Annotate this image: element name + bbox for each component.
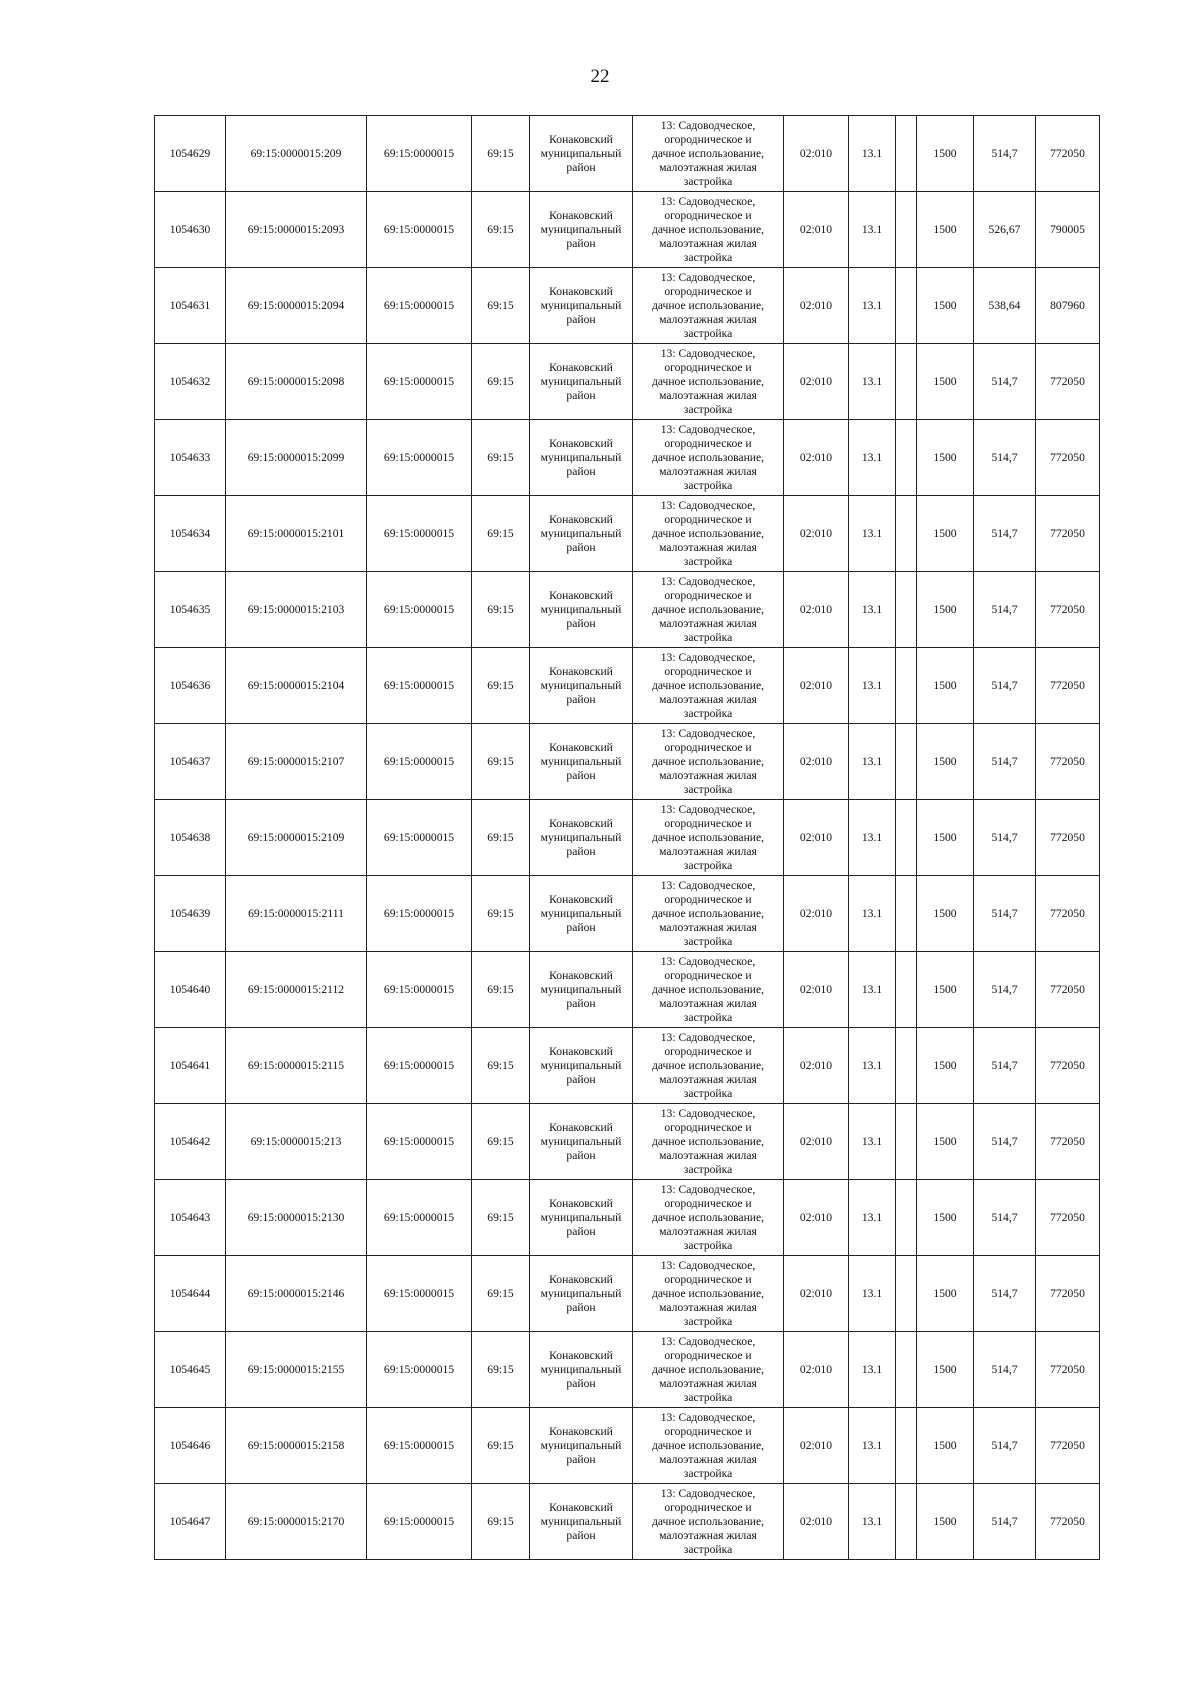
table-row — [155, 268, 1100, 344]
subgroup-cell: 13.1 — [849, 192, 896, 268]
cadastral-block-cell: 69:15:0000015 — [367, 952, 472, 1028]
object-id-cell: 1054645 — [155, 1332, 226, 1408]
district-cell: Конаковский муниципальный район — [530, 1028, 633, 1104]
cadastral-block-cell: 69:15:0000015 — [367, 1332, 472, 1408]
area-cell: 1500 — [917, 648, 974, 724]
category-code-cell: 02:010 — [784, 952, 849, 1028]
district-code-cell: 69:15 — [472, 572, 530, 648]
subgroup-cell: 13.1 — [849, 800, 896, 876]
district-code-cell: 69:15 — [472, 1484, 530, 1560]
district-code-cell: 69:15 — [472, 420, 530, 496]
cadastral-value-cell: 772050 — [1036, 876, 1100, 952]
district-code-cell: 69:15 — [472, 648, 530, 724]
category-code-cell: 02:010 — [784, 1180, 849, 1256]
district-cell: Конаковский муниципальный район — [530, 192, 633, 268]
category-code-cell: 02:010 — [784, 800, 849, 876]
category-code-cell: 02:010 — [784, 876, 849, 952]
table-row — [155, 1332, 1100, 1408]
table-row — [155, 344, 1100, 420]
district-cell: Конаковский муниципальный район — [530, 800, 633, 876]
cadastral-value-cell: 772050 — [1036, 344, 1100, 420]
empty-cell — [896, 344, 917, 420]
object-id-cell: 1054638 — [155, 800, 226, 876]
cadastral-block-cell: 69:15:0000015 — [367, 1408, 472, 1484]
subgroup-cell: 13.1 — [849, 1332, 896, 1408]
category-code-cell: 02:010 — [784, 344, 849, 420]
specific-value-cell: 538,64 — [974, 268, 1036, 344]
land-use-cell: 13: Садоводческое, огородническое и дачное использование, малоэтажная жилая застройка — [633, 1028, 784, 1104]
subgroup-cell: 13.1 — [849, 268, 896, 344]
district-code-cell: 69:15 — [472, 1332, 530, 1408]
table-row — [155, 1028, 1100, 1104]
subgroup-cell: 13.1 — [849, 496, 896, 572]
object-id-cell: 1054643 — [155, 1180, 226, 1256]
table-row — [155, 1180, 1100, 1256]
cadastral-block-cell: 69:15:0000015 — [367, 1180, 472, 1256]
district-cell: Конаковский муниципальный район — [530, 724, 633, 800]
subgroup-cell: 13.1 — [849, 1028, 896, 1104]
empty-cell — [896, 876, 917, 952]
empty-cell — [896, 268, 917, 344]
land-use-cell: 13: Садоводческое, огородническое и дачное использование, малоэтажная жилая застройка — [633, 496, 784, 572]
district-cell: Конаковский муниципальный район — [530, 572, 633, 648]
cadastral-value-cell: 772050 — [1036, 1028, 1100, 1104]
cadastral-block-cell: 69:15:0000015 — [367, 1484, 472, 1560]
empty-cell — [896, 648, 917, 724]
specific-value-cell: 526,67 — [974, 192, 1036, 268]
category-code-cell: 02:010 — [784, 1104, 849, 1180]
category-code-cell: 02:010 — [784, 648, 849, 724]
subgroup-cell: 13.1 — [849, 952, 896, 1028]
specific-value-cell: 514,7 — [974, 952, 1036, 1028]
land-use-cell: 13: Садоводческое, огородническое и дачное использование, малоэтажная жилая застройка — [633, 952, 784, 1028]
subgroup-cell: 13.1 — [849, 420, 896, 496]
land-registry-table — [154, 115, 1100, 1560]
district-cell: Конаковский муниципальный район — [530, 1256, 633, 1332]
page-number: 22 — [590, 66, 610, 87]
area-cell: 1500 — [917, 496, 974, 572]
land-use-cell: 13: Садоводческое, огородническое и дачное использование, малоэтажная жилая застройка — [633, 876, 784, 952]
specific-value-cell: 514,7 — [974, 1408, 1036, 1484]
cadastral-number-cell: 69:15:0000015:2112 — [226, 952, 367, 1028]
area-cell: 1500 — [917, 876, 974, 952]
object-id-cell: 1054635 — [155, 572, 226, 648]
cadastral-block-cell: 69:15:0000015 — [367, 572, 472, 648]
table-row — [155, 496, 1100, 572]
specific-value-cell: 514,7 — [974, 1180, 1036, 1256]
subgroup-cell: 13.1 — [849, 572, 896, 648]
specific-value-cell: 514,7 — [974, 344, 1036, 420]
empty-cell — [896, 724, 917, 800]
object-id-cell: 1054633 — [155, 420, 226, 496]
district-cell: Конаковский муниципальный район — [530, 268, 633, 344]
cadastral-number-cell: 69:15:0000015:2158 — [226, 1408, 367, 1484]
area-cell: 1500 — [917, 952, 974, 1028]
subgroup-cell: 13.1 — [849, 1256, 896, 1332]
cadastral-number-cell: 69:15:0000015:2099 — [226, 420, 367, 496]
specific-value-cell: 514,7 — [974, 572, 1036, 648]
land-use-cell: 13: Садоводческое, огородническое и дачное использование, малоэтажная жилая застройка — [633, 1484, 784, 1560]
land-use-cell: 13: Садоводческое, огородническое и дачное использование, малоэтажная жилая застройка — [633, 1104, 784, 1180]
cadastral-block-cell: 69:15:0000015 — [367, 116, 472, 192]
cadastral-block-cell: 69:15:0000015 — [367, 1028, 472, 1104]
cadastral-value-cell: 772050 — [1036, 1104, 1100, 1180]
subgroup-cell: 13.1 — [849, 876, 896, 952]
cadastral-number-cell: 69:15:0000015:213 — [226, 1104, 367, 1180]
object-id-cell: 1054644 — [155, 1256, 226, 1332]
land-use-cell: 13: Садоводческое, огородническое и дачное использование, малоэтажная жилая застройка — [633, 724, 784, 800]
cadastral-number-cell: 69:15:0000015:2094 — [226, 268, 367, 344]
cadastral-number-cell: 69:15:0000015:209 — [226, 116, 367, 192]
cadastral-value-cell: 772050 — [1036, 724, 1100, 800]
table-row — [155, 1104, 1100, 1180]
cadastral-value-cell: 807960 — [1036, 268, 1100, 344]
area-cell: 1500 — [917, 344, 974, 420]
district-code-cell: 69:15 — [472, 876, 530, 952]
district-code-cell: 69:15 — [472, 1028, 530, 1104]
empty-cell — [896, 572, 917, 648]
category-code-cell: 02:010 — [784, 116, 849, 192]
cadastral-block-cell: 69:15:0000015 — [367, 344, 472, 420]
district-code-cell: 69:15 — [472, 724, 530, 800]
land-use-cell: 13: Садоводческое, огородническое и дачное использование, малоэтажная жилая застройка — [633, 268, 784, 344]
category-code-cell: 02:010 — [784, 1332, 849, 1408]
table-row — [155, 724, 1100, 800]
cadastral-value-cell: 772050 — [1036, 1256, 1100, 1332]
cadastral-block-cell: 69:15:0000015 — [367, 268, 472, 344]
table-row — [155, 420, 1100, 496]
subgroup-cell: 13.1 — [849, 648, 896, 724]
area-cell: 1500 — [917, 1332, 974, 1408]
subgroup-cell: 13.1 — [849, 1484, 896, 1560]
cadastral-block-cell: 69:15:0000015 — [367, 192, 472, 268]
specific-value-cell: 514,7 — [974, 648, 1036, 724]
object-id-cell: 1054641 — [155, 1028, 226, 1104]
category-code-cell: 02:010 — [784, 268, 849, 344]
table-body — [155, 116, 1100, 1560]
cadastral-value-cell: 772050 — [1036, 1484, 1100, 1560]
land-use-cell: 13: Садоводческое, огородническое и дачное использование, малоэтажная жилая застройка — [633, 1408, 784, 1484]
area-cell: 1500 — [917, 268, 974, 344]
cadastral-number-cell: 69:15:0000015:2146 — [226, 1256, 367, 1332]
land-use-cell: 13: Садоводческое, огородническое и дачное использование, малоэтажная жилая застройка — [633, 800, 784, 876]
cadastral-value-cell: 790005 — [1036, 192, 1100, 268]
district-cell: Конаковский муниципальный район — [530, 420, 633, 496]
object-id-cell: 1054636 — [155, 648, 226, 724]
cadastral-number-cell: 69:15:0000015:2103 — [226, 572, 367, 648]
area-cell: 1500 — [917, 800, 974, 876]
district-code-cell: 69:15 — [472, 1256, 530, 1332]
district-cell: Конаковский муниципальный район — [530, 344, 633, 420]
cadastral-value-cell: 772050 — [1036, 1180, 1100, 1256]
area-cell: 1500 — [917, 572, 974, 648]
specific-value-cell: 514,7 — [974, 1256, 1036, 1332]
category-code-cell: 02:010 — [784, 1408, 849, 1484]
category-code-cell: 02:010 — [784, 192, 849, 268]
object-id-cell: 1054632 — [155, 344, 226, 420]
land-use-cell: 13: Садоводческое, огородническое и дачное использование, малоэтажная жилая застройка — [633, 192, 784, 268]
subgroup-cell: 13.1 — [849, 116, 896, 192]
category-code-cell: 02:010 — [784, 724, 849, 800]
cadastral-block-cell: 69:15:0000015 — [367, 800, 472, 876]
specific-value-cell: 514,7 — [974, 800, 1036, 876]
district-cell: Конаковский муниципальный район — [530, 1332, 633, 1408]
object-id-cell: 1054637 — [155, 724, 226, 800]
district-code-cell: 69:15 — [472, 344, 530, 420]
table-row — [155, 192, 1100, 268]
district-cell: Конаковский муниципальный район — [530, 648, 633, 724]
specific-value-cell: 514,7 — [974, 724, 1036, 800]
area-cell: 1500 — [917, 1028, 974, 1104]
district-cell: Конаковский муниципальный район — [530, 1180, 633, 1256]
cadastral-value-cell: 772050 — [1036, 1332, 1100, 1408]
empty-cell — [896, 1484, 917, 1560]
district-code-cell: 69:15 — [472, 800, 530, 876]
area-cell: 1500 — [917, 1104, 974, 1180]
district-code-cell: 69:15 — [472, 952, 530, 1028]
cadastral-number-cell: 69:15:0000015:2101 — [226, 496, 367, 572]
area-cell: 1500 — [917, 724, 974, 800]
district-code-cell: 69:15 — [472, 192, 530, 268]
empty-cell — [896, 1256, 917, 1332]
empty-cell — [896, 496, 917, 572]
area-cell: 1500 — [917, 420, 974, 496]
cadastral-block-cell: 69:15:0000015 — [367, 1256, 472, 1332]
cadastral-block-cell: 69:15:0000015 — [367, 876, 472, 952]
cadastral-value-cell: 772050 — [1036, 572, 1100, 648]
empty-cell — [896, 116, 917, 192]
cadastral-block-cell: 69:15:0000015 — [367, 1104, 472, 1180]
category-code-cell: 02:010 — [784, 1028, 849, 1104]
district-cell: Конаковский муниципальный район — [530, 952, 633, 1028]
subgroup-cell: 13.1 — [849, 344, 896, 420]
empty-cell — [896, 1028, 917, 1104]
empty-cell — [896, 1180, 917, 1256]
cadastral-block-cell: 69:15:0000015 — [367, 420, 472, 496]
district-code-cell: 69:15 — [472, 1408, 530, 1484]
area-cell: 1500 — [917, 1484, 974, 1560]
land-use-cell: 13: Садоводческое, огородническое и дачное использование, малоэтажная жилая застройка — [633, 1180, 784, 1256]
category-code-cell: 02:010 — [784, 496, 849, 572]
cadastral-number-cell: 69:15:0000015:2115 — [226, 1028, 367, 1104]
object-id-cell: 1054639 — [155, 876, 226, 952]
land-use-cell: 13: Садоводческое, огородническое и дачное использование, малоэтажная жилая застройка — [633, 572, 784, 648]
district-cell: Конаковский муниципальный район — [530, 496, 633, 572]
area-cell: 1500 — [917, 1180, 974, 1256]
empty-cell — [896, 420, 917, 496]
land-use-cell: 13: Садоводческое, огородническое и дачное использование, малоэтажная жилая застройка — [633, 420, 784, 496]
specific-value-cell: 514,7 — [974, 1332, 1036, 1408]
cadastral-value-cell: 772050 — [1036, 496, 1100, 572]
table-row — [155, 648, 1100, 724]
object-id-cell: 1054634 — [155, 496, 226, 572]
subgroup-cell: 13.1 — [849, 1180, 896, 1256]
table-row — [155, 876, 1100, 952]
object-id-cell: 1054629 — [155, 116, 226, 192]
table-row — [155, 572, 1100, 648]
subgroup-cell: 13.1 — [849, 1104, 896, 1180]
cadastral-value-cell: 772050 — [1036, 116, 1100, 192]
table-row — [155, 116, 1100, 192]
cadastral-block-cell: 69:15:0000015 — [367, 496, 472, 572]
category-code-cell: 02:010 — [784, 1484, 849, 1560]
cadastral-value-cell: 772050 — [1036, 952, 1100, 1028]
cadastral-number-cell: 69:15:0000015:2107 — [226, 724, 367, 800]
district-code-cell: 69:15 — [472, 1104, 530, 1180]
table-row — [155, 952, 1100, 1028]
table-row — [155, 1408, 1100, 1484]
object-id-cell: 1054647 — [155, 1484, 226, 1560]
land-use-cell: 13: Садоводческое, огородническое и дачное использование, малоэтажная жилая застройка — [633, 1256, 784, 1332]
specific-value-cell: 514,7 — [974, 420, 1036, 496]
area-cell: 1500 — [917, 192, 974, 268]
specific-value-cell: 514,7 — [974, 116, 1036, 192]
land-use-cell: 13: Садоводческое, огородническое и дачное использование, малоэтажная жилая застройка — [633, 1332, 784, 1408]
cadastral-number-cell: 69:15:0000015:2104 — [226, 648, 367, 724]
specific-value-cell: 514,7 — [974, 1484, 1036, 1560]
cadastral-value-cell: 772050 — [1036, 1408, 1100, 1484]
subgroup-cell: 13.1 — [849, 1408, 896, 1484]
category-code-cell: 02:010 — [784, 572, 849, 648]
cadastral-block-cell: 69:15:0000015 — [367, 648, 472, 724]
object-id-cell: 1054642 — [155, 1104, 226, 1180]
cadastral-value-cell: 772050 — [1036, 648, 1100, 724]
empty-cell — [896, 1104, 917, 1180]
table-row — [155, 1256, 1100, 1332]
empty-cell — [896, 192, 917, 268]
land-use-cell: 13: Садоводческое, огородническое и дачное использование, малоэтажная жилая застройка — [633, 116, 784, 192]
district-cell: Конаковский муниципальный район — [530, 1104, 633, 1180]
cadastral-value-cell: 772050 — [1036, 800, 1100, 876]
area-cell: 1500 — [917, 1408, 974, 1484]
cadastral-value-cell: 772050 — [1036, 420, 1100, 496]
district-cell: Конаковский муниципальный район — [530, 1484, 633, 1560]
cadastral-number-cell: 69:15:0000015:2093 — [226, 192, 367, 268]
specific-value-cell: 514,7 — [974, 876, 1036, 952]
district-code-cell: 69:15 — [472, 116, 530, 192]
cadastral-number-cell: 69:15:0000015:2170 — [226, 1484, 367, 1560]
object-id-cell: 1054630 — [155, 192, 226, 268]
district-code-cell: 69:15 — [472, 268, 530, 344]
land-use-cell: 13: Садоводческое, огородническое и дачное использование, малоэтажная жилая застройка — [633, 648, 784, 724]
subgroup-cell: 13.1 — [849, 724, 896, 800]
cadastral-number-cell: 69:15:0000015:2109 — [226, 800, 367, 876]
district-cell: Конаковский муниципальный район — [530, 876, 633, 952]
specific-value-cell: 514,7 — [974, 496, 1036, 572]
cadastral-number-cell: 69:15:0000015:2155 — [226, 1332, 367, 1408]
cadastral-number-cell: 69:15:0000015:2130 — [226, 1180, 367, 1256]
cadastral-number-cell: 69:15:0000015:2098 — [226, 344, 367, 420]
object-id-cell: 1054646 — [155, 1408, 226, 1484]
object-id-cell: 1054640 — [155, 952, 226, 1028]
district-code-cell: 69:15 — [472, 1180, 530, 1256]
empty-cell — [896, 952, 917, 1028]
empty-cell — [896, 800, 917, 876]
area-cell: 1500 — [917, 116, 974, 192]
empty-cell — [896, 1408, 917, 1484]
land-use-cell: 13: Садоводческое, огородническое и дачное использование, малоэтажная жилая застройка — [633, 344, 784, 420]
cadastral-block-cell: 69:15:0000015 — [367, 724, 472, 800]
table-row — [155, 1484, 1100, 1560]
empty-cell — [896, 1332, 917, 1408]
specific-value-cell: 514,7 — [974, 1104, 1036, 1180]
district-code-cell: 69:15 — [472, 496, 530, 572]
cadastral-number-cell: 69:15:0000015:2111 — [226, 876, 367, 952]
district-cell: Конаковский муниципальный район — [530, 1408, 633, 1484]
category-code-cell: 02:010 — [784, 1256, 849, 1332]
table-row — [155, 800, 1100, 876]
specific-value-cell: 514,7 — [974, 1028, 1036, 1104]
object-id-cell: 1054631 — [155, 268, 226, 344]
area-cell: 1500 — [917, 1256, 974, 1332]
category-code-cell: 02:010 — [784, 420, 849, 496]
district-cell: Конаковский муниципальный район — [530, 116, 633, 192]
